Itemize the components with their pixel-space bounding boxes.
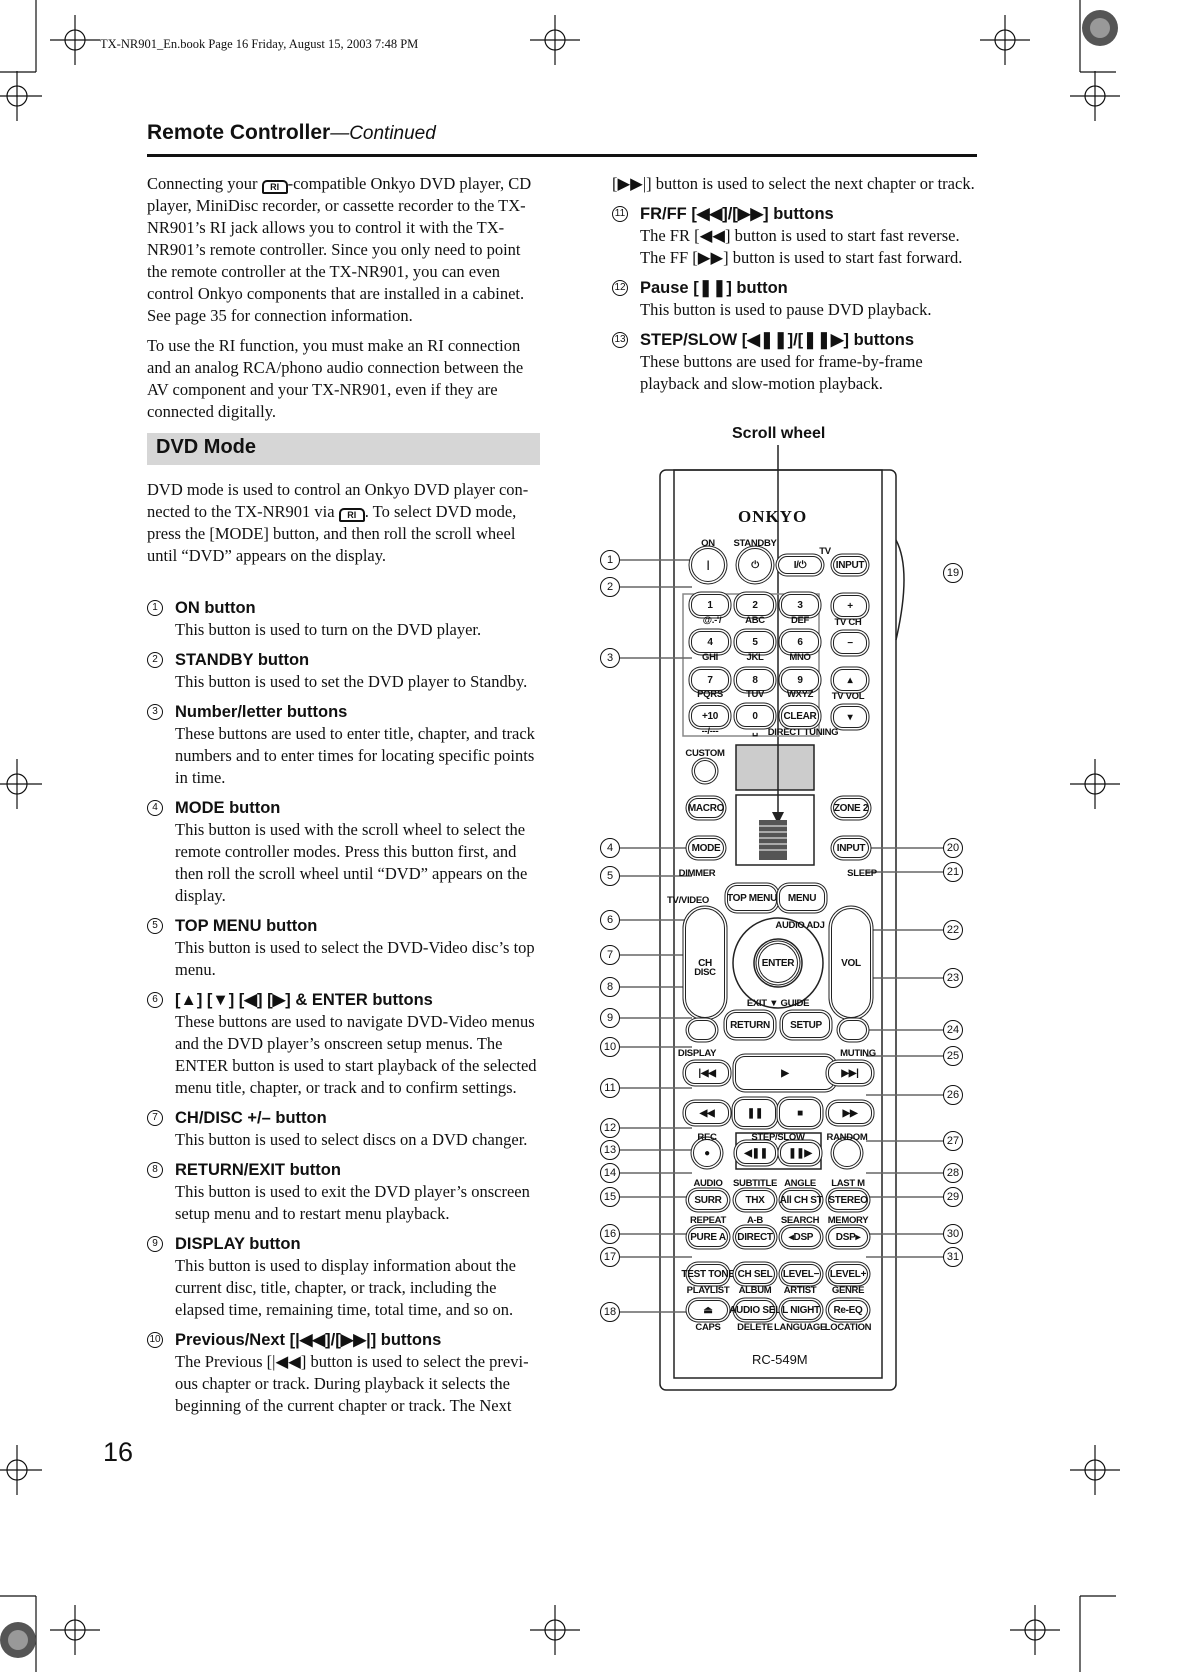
mode-button[interactable]: MODE (688, 838, 724, 858)
item-description: These buttons are used for frame-by-frame playback and slow-motion playback. (640, 352, 923, 393)
remote-label: EXIT ▼ GUIDE (746, 998, 810, 1009)
ff-button[interactable]: ▶▶ (828, 1102, 872, 1124)
callout-14: 14 (600, 1163, 620, 1183)
item-number: 9 (147, 1236, 163, 1252)
top-menu-button[interactable]: TOP MENU (727, 885, 777, 911)
stop-button[interactable]: ■ (779, 1099, 821, 1127)
item-title: Previous/Next [|◀◀]/[▶▶|] buttons (175, 1331, 442, 1349)
callout-13: 13 (600, 1140, 620, 1160)
remote-label: MUTING (840, 1048, 876, 1059)
remote-label: GENRE (831, 1285, 865, 1296)
callout-31: 31 (943, 1247, 963, 1267)
print-info: TX-NR901_En.book Page 16 Friday, August 15, 2003 7:48 PM (100, 37, 419, 51)
item-title: [▲] [▼] [◀] [▶] & ENTER buttons (175, 991, 433, 1009)
display-button[interactable] (688, 1020, 716, 1040)
tv-vol-down-button[interactable]: ▾ (833, 706, 867, 728)
surr-button[interactable]: SURR (688, 1190, 728, 1210)
re-eq-button[interactable]: Re-EQ (828, 1300, 868, 1320)
intro-text-a: Connecting your (147, 174, 262, 193)
ri-icon: RI (262, 180, 288, 194)
audio-sel-button[interactable]: AUDIO SEL (735, 1300, 775, 1320)
item-description: This button is used to turn on the DVD player. (175, 620, 482, 639)
all-ch-st-button[interactable]: All CH ST (781, 1190, 821, 1210)
callout-10: 10 (600, 1037, 620, 1057)
callout-1: 1 (600, 550, 620, 570)
plus-10-button[interactable]: +10 (691, 705, 729, 727)
remote-label: PQRS (697, 689, 723, 700)
thx-button[interactable]: THX (735, 1190, 775, 1210)
remote-label: TV (819, 546, 831, 557)
setup-button[interactable]: SETUP (782, 1012, 830, 1038)
remote-label: GHI (702, 652, 718, 663)
intro-paragraph-2: To use the RI function, you must make an RI connection and an analog RCA/phono audio connection between the AV component and your TX-NR901, even if they are connected digitally. (147, 336, 524, 421)
remote-label: STEP/SLOW (751, 1132, 805, 1143)
item-number: 7 (147, 1110, 163, 1126)
num-3-button[interactable]: 3 (781, 594, 819, 616)
tv-vol-up-button[interactable]: ▴ (833, 669, 867, 691)
num-5-button[interactable]: 5 (736, 631, 774, 653)
remote-label: LANGUAGE (774, 1322, 826, 1333)
tv-ch-up-button[interactable]: + (833, 595, 867, 617)
standby-button[interactable]: ⏻ (738, 548, 772, 582)
remote-label: ABC (745, 615, 765, 626)
item-number: 8 (147, 1162, 163, 1178)
remote-label: WXYZ (786, 689, 814, 700)
pause-button[interactable]: ❚❚ (734, 1099, 776, 1127)
remote-label: AUDIO ADJ (775, 920, 825, 931)
remote-label: RANDOM (826, 1132, 868, 1143)
macro-button[interactable]: MACRO (688, 798, 724, 818)
item-number: 6 (147, 992, 163, 1008)
item-description: This button is used with the scroll wheel to select the remote controller modes. Press this button first, and then roll the scroll wheel until “DVD” appears on the display. (175, 820, 528, 905)
callout-19: 19 (943, 563, 963, 583)
tv-power-button[interactable]: I/⏻ (778, 556, 822, 574)
item-title: Pause [❚❚] button (640, 279, 788, 297)
remote-label: DISPLAY (677, 1048, 717, 1059)
remote-label: SLEEP (847, 868, 877, 879)
callout-26: 26 (943, 1085, 963, 1105)
callout-12: 12 (600, 1118, 620, 1138)
remote-label: REPEAT (689, 1215, 727, 1226)
return-button[interactable]: RETURN (726, 1012, 774, 1038)
remote-label: AUDIO (693, 1178, 723, 1189)
section-intro-b: . To select DVD mode, press the [MODE] button, and then roll the scroll wheel until “DVD” appears on the display. (147, 502, 517, 565)
brand-logo: ONKYO (738, 507, 808, 526)
callout-18: 18 (600, 1302, 620, 1322)
ri-icon: RI (339, 508, 365, 522)
fr-button[interactable]: ◀◀ (685, 1102, 729, 1124)
menu-button[interactable]: MENU (779, 885, 825, 911)
input-button[interactable]: INPUT (833, 838, 869, 858)
remote-label: SEARCH (780, 1215, 820, 1226)
ch-disc-button[interactable]: CH (685, 908, 725, 1018)
vol-button[interactable]: VOL (831, 908, 871, 1018)
callout-21: 21 (943, 862, 963, 882)
remote-label: STANDBY (733, 538, 777, 549)
dsp-right-button[interactable]: DSP▸ (828, 1227, 868, 1247)
callout-11: 11 (600, 1078, 620, 1098)
remote-label: DEF (790, 615, 810, 626)
item-number: 2 (147, 652, 163, 668)
item-number: 1 (147, 600, 163, 616)
remote-label: TV VOL (831, 691, 865, 702)
num-1-button[interactable]: 1 (691, 594, 729, 616)
play-button[interactable]: ▶ (735, 1056, 835, 1090)
remote-label: DISC (694, 967, 716, 978)
callout-20: 20 (943, 838, 963, 858)
item-description: This button is used to exit the DVD player’s onscreen setup menu and to restart menu playback. (175, 1182, 530, 1223)
remote-label: TV CH (834, 617, 862, 628)
callout-27: 27 (943, 1131, 963, 1151)
item-description: This button is used to select discs on a DVD changer. (175, 1130, 528, 1149)
remote-label: REC (697, 1132, 717, 1143)
callout-29: 29 (943, 1187, 963, 1207)
random-button[interactable] (833, 1139, 861, 1167)
clear-button[interactable]: CLEAR (781, 705, 819, 727)
item-title: ON button (175, 599, 256, 617)
title-text: Remote Controller (147, 121, 331, 144)
item-number: 10 (147, 1332, 163, 1348)
on-button[interactable]: | (691, 548, 725, 582)
step-back-button[interactable]: ◀❚❚ (736, 1142, 776, 1164)
section-intro-a: DVD mode is used to control an Onkyo DVD player con-nected to the TX-NR901 via (147, 480, 529, 521)
item-title: MODE button (175, 799, 281, 817)
num-8-button[interactable]: 8 (736, 669, 774, 691)
remote-label: SUBTITLE (732, 1178, 778, 1189)
callout-3: 3 (600, 648, 620, 668)
item-description: The Previous [|◀◀] button is used to select the previ-ous chapter or track. During playback it selects the beginning of the current chapter or track. The Next (175, 1352, 529, 1415)
item-description: These buttons are used to navigate DVD-Video menus and the DVD player’s onscreen setup menus. The ENTER button is used to start playback of the selected menu title, chapter, or track and to confirm settings. (175, 1012, 537, 1097)
item-title: FR/FF [◀◀]/[▶▶] buttons (640, 205, 834, 223)
level-minus-button[interactable]: LEVEL− (781, 1264, 821, 1284)
callout-30: 30 (943, 1224, 963, 1244)
model-number: RC-549M (752, 1352, 808, 1367)
l-night-button[interactable]: L NIGHT (781, 1300, 821, 1320)
item-number: 11 (612, 206, 628, 222)
muting-button[interactable] (839, 1020, 867, 1040)
remote-label: ␣ (752, 726, 758, 737)
item-number: 4 (147, 800, 163, 816)
remote-label: DELETE (737, 1322, 773, 1333)
section-title: DVD Mode (147, 433, 540, 465)
item-description: These buttons are used to enter title, chapter, and track numbers and to enter times for locating specific points in time. (175, 724, 535, 787)
callout-24: 24 (943, 1020, 963, 1040)
item-title: RETURN/EXIT button (175, 1161, 341, 1179)
intro-text-b: -compatible Onkyo DVD player, CD player, MiniDisc recorder, or cassette recorder to the TX-NR901’s RI jack allows you to control it with the TX-NR901’s remote controller. Since you only need to point the remote controller at the TX-NR901, you can even control Onkyo components that are installed in a cabinet. See page 35 for connection information. (147, 174, 532, 325)
item-description: This button is used to set the DVD player to Standby. (175, 672, 528, 691)
callout-4: 4 (600, 838, 620, 858)
pure-a-button[interactable]: PURE A (688, 1227, 728, 1247)
remote-label: ANGLE (784, 1178, 816, 1189)
callout-17: 17 (600, 1247, 620, 1267)
dsp-left-button[interactable]: ◂DSP (781, 1227, 821, 1247)
remote-label: PLAYLIST (686, 1285, 730, 1296)
num-0-button[interactable]: 0 (736, 705, 774, 727)
item-description: The FR [◀◀] button is used to start fast reverse. The FF [▶▶] button is used to start fast forward. (640, 226, 963, 267)
callout-8: 8 (600, 977, 620, 997)
zone2-button[interactable]: ZONE 2 (833, 798, 869, 818)
remote-label: MNO (789, 652, 811, 663)
callout-22: 22 (943, 920, 963, 940)
level-plus-button[interactable]: LEVEL+ (828, 1264, 868, 1284)
remote-label: DIRECT TUNING (767, 727, 839, 738)
eject-button[interactable]: ⏏ (688, 1300, 728, 1320)
remote-label: ON (701, 538, 715, 549)
callout-5: 5 (600, 866, 620, 886)
item-number: 13 (612, 332, 628, 348)
step-forward-button[interactable]: ❚❚▶ (780, 1142, 820, 1164)
item-10-continued: [▶▶|] button is used to select the next chapter or track. (612, 174, 975, 193)
remote-label: TUV (745, 689, 765, 700)
enter-button[interactable]: ENTER (758, 943, 798, 983)
callout-6: 6 (600, 910, 620, 930)
remote-label: TV/VIDEO (667, 895, 709, 906)
remote-label: CAPS (695, 1322, 721, 1333)
item-title: DISPLAY button (175, 1235, 301, 1253)
previous-button[interactable]: |◀◀ (685, 1062, 729, 1084)
direct-button[interactable]: DIRECT (735, 1227, 775, 1247)
item-number: 3 (147, 704, 163, 720)
item-number: 12 (612, 280, 628, 296)
item-number: 5 (147, 918, 163, 934)
scroll-wheel-label: Scroll wheel (732, 425, 826, 442)
next-button[interactable]: ▶▶| (828, 1062, 872, 1084)
remote-label: A-B (747, 1215, 763, 1226)
num-9-button[interactable]: 9 (781, 669, 819, 691)
callout-7: 7 (600, 945, 620, 965)
item-title: STANDBY button (175, 651, 310, 669)
callout-23: 23 (943, 968, 963, 988)
title-suffix: —Continued (330, 123, 436, 144)
callout-25: 25 (943, 1046, 963, 1066)
callout-9: 9 (600, 1008, 620, 1028)
custom-button[interactable] (694, 760, 716, 782)
ch-sel-button[interactable]: CH SEL (735, 1264, 775, 1284)
num-4-button[interactable]: 4 (691, 631, 729, 653)
rec-button[interactable]: ● (693, 1139, 721, 1167)
test-tone-button[interactable]: TEST TONE (688, 1264, 728, 1284)
callout-16: 16 (600, 1224, 620, 1244)
item-description: This button is used to display information about the current disc, title, chapter, or track, including the elapsed time, remaining time, total time, and so on. (175, 1256, 516, 1319)
remote-label: LAST M (831, 1178, 865, 1189)
callout-28: 28 (943, 1163, 963, 1183)
item-title: STEP/SLOW [◀❚❚]/[❚❚▶] buttons (640, 331, 915, 349)
item-title: TOP MENU button (175, 917, 318, 935)
remote-label: ARTIST (783, 1285, 817, 1296)
callout-2: 2 (600, 577, 620, 597)
num-6-button[interactable]: 6 (781, 631, 819, 653)
item-title: Number/letter buttons (175, 703, 348, 721)
item-description: This button is used to select the DVD-Video disc’s top menu. (175, 938, 535, 979)
remote-label: LOCATION (824, 1322, 872, 1333)
remote-label: MEMORY (827, 1215, 869, 1226)
page-number: 16 (103, 1437, 134, 1467)
callout-15: 15 (600, 1187, 620, 1207)
item-title: CH/DISC +/– button (175, 1109, 327, 1127)
num-7-button[interactable]: 7 (691, 669, 729, 691)
remote-label: CUSTOM (685, 748, 725, 759)
remote-label: ALBUM (738, 1285, 772, 1296)
item-description: This button is used to pause DVD playback. (640, 300, 932, 319)
remote-label: --/--- (701, 726, 719, 737)
remote-label: DIMMER (678, 868, 716, 879)
tv-ch-down-button[interactable]: − (833, 632, 867, 654)
tv-input-button[interactable]: INPUT (833, 556, 867, 574)
num-2-button[interactable]: 2 (736, 594, 774, 616)
remote-label: JKL (746, 652, 764, 663)
remote-label: @.-'/ (702, 615, 722, 626)
stereo-button[interactable]: STEREO (828, 1190, 868, 1210)
